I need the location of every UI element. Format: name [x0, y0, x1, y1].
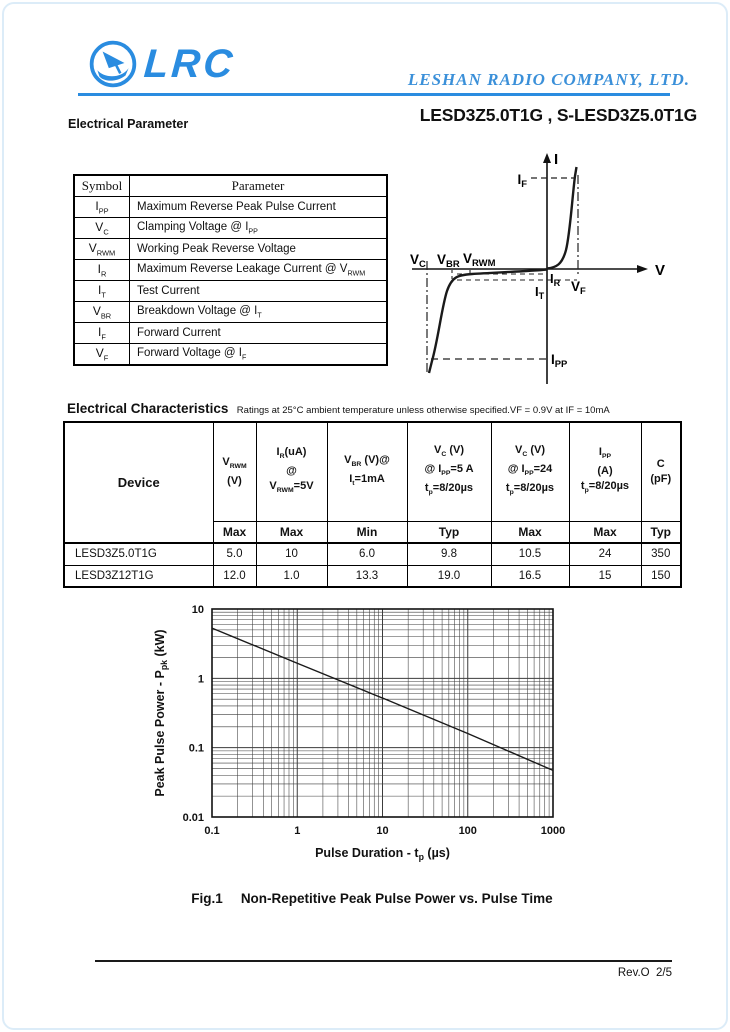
table-row — [74, 302, 387, 323]
device-data-row — [64, 565, 681, 587]
x-tick-label: 100 — [458, 825, 477, 837]
characteristics-table — [63, 421, 682, 588]
parameter-cell: Maximum Reverse Leakage Current @ $V_{RWM}$ — [130, 260, 388, 281]
parameter-cell: Maximum Reverse Peak Pulse Current — [130, 197, 388, 218]
ir-column-header: $I_R(uA)$ @ $V_{RWM}=5V$ — [256, 422, 327, 521]
symbol-cell: $I_F$ — [74, 323, 130, 344]
device-data-row — [64, 543, 681, 565]
parameter-cell: Forward Current — [130, 323, 388, 344]
value-cell: 10 — [256, 543, 327, 565]
parameter-cell: Working Peak Reverse Voltage — [130, 239, 388, 260]
pulse-power-chart-svg — [140, 592, 600, 877]
parameter-cell: Clamping Voltage @ $I_{PP}$ — [130, 218, 388, 239]
figure-title: Non-Repetitive Peak Pulse Power vs. Pulse Time — [240, 891, 553, 906]
v-axis-arrow — [637, 265, 648, 273]
table-row — [74, 260, 387, 281]
table-row — [74, 323, 387, 344]
vrwm-label: $V_{RWM}$ — [463, 251, 496, 269]
value-cell: 13.3 — [327, 565, 407, 587]
i-axis-label: I — [554, 151, 559, 168]
revision-label: Rev.O 2/5 — [617, 967, 672, 979]
it-label: $I_T$ — [535, 284, 545, 301]
logo-text: LRC — [142, 41, 237, 86]
characteristics-heading — [67, 400, 610, 418]
symbol-cell: $I_T$ — [74, 281, 130, 302]
lrc-logo-icon — [88, 38, 138, 90]
symbol-column-header: Symbol — [74, 175, 130, 197]
if-label: $I_F$ — [517, 172, 527, 190]
symbol-cell: $V_F$ — [74, 344, 130, 366]
vbr-label: $V_{BR}$ — [437, 252, 460, 270]
device-name-cell: LESD3Z5.0T1G — [64, 543, 213, 565]
value-cell: 15 — [569, 565, 641, 587]
y-tick-label: 0.1 — [188, 742, 204, 755]
vc1-column-header: $V_C$ (V) @ $I_{PP}=5$ A $t_p=8/20\mu s$ — [407, 422, 491, 521]
value-cell: 16.5 — [491, 565, 569, 587]
symbol-parameter-table — [73, 174, 388, 366]
header-rule — [78, 93, 670, 96]
figure-caption — [63, 891, 681, 906]
x-tick-label: 1 — [294, 825, 301, 837]
value-cell: 150 — [641, 565, 681, 587]
lrc-logo — [88, 38, 235, 90]
symbol-cell: $V_C$ — [74, 218, 130, 239]
qualifier-cell: Max — [213, 521, 256, 543]
ir-label: $I_R$ — [550, 271, 561, 288]
value-cell: 1.0 — [256, 565, 327, 587]
y-tick-label: 0.01 — [182, 812, 204, 824]
parameter-cell: Test Current — [130, 281, 388, 302]
characteristics-title: Electrical Characteristics — [67, 401, 229, 416]
company-name: LESHAN RADIO COMPANY, LTD. — [407, 70, 690, 89]
i-axis-arrow — [543, 153, 551, 163]
vbr-column-header: $V_{BR}$ (V)@ $I_t=1mA$ — [327, 422, 407, 521]
symbol-cell: $I_R$ — [74, 260, 130, 281]
qualifier-cell: Min — [327, 521, 407, 543]
figure-number: Fig.1 — [191, 891, 223, 906]
value-cell: 19.0 — [407, 565, 491, 587]
x-tick-label: 0.1 — [204, 825, 220, 837]
parameter-cell: Forward Voltage @ $I_F$ — [130, 344, 388, 366]
parameter-cell: Breakdown Voltage @ $I_T$ — [130, 302, 388, 323]
vc-label: $V_C$ — [410, 252, 426, 270]
footer-rule — [95, 960, 672, 962]
device-name-cell: LESD3Z12T1G — [64, 565, 213, 587]
y-tick-label: 1 — [197, 673, 204, 686]
symbol-cell: $V_{RWM}$ — [74, 239, 130, 260]
x-tick-label: 1000 — [540, 825, 566, 837]
value-cell: 350 — [641, 543, 681, 565]
x-tick-label: 10 — [376, 825, 389, 837]
qualifier-cell: Typ — [641, 521, 681, 543]
vc2-column-header: $V_C$ (V) @ $I_{PP}=24$ $t_p=8/20\mu s$ — [491, 422, 569, 521]
y-tick-label: 10 — [191, 604, 204, 616]
diode-iv-curve-diagram — [400, 148, 700, 392]
value-cell: 9.8 — [407, 543, 491, 565]
parameter-column-header: Parameter — [130, 175, 388, 197]
characteristics-header-row — [64, 422, 681, 521]
device-column-header: Device — [64, 422, 213, 543]
pulse-power-chart — [140, 592, 600, 882]
section-title: Electrical Parameter — [68, 117, 189, 131]
qualifier-cell: Max — [256, 521, 327, 543]
value-cell: 6.0 — [327, 543, 407, 565]
ipp-label: $I_{PP}$ — [551, 352, 568, 370]
c-column-header: C (pF) — [641, 422, 681, 521]
table-row — [74, 281, 387, 302]
table-row — [74, 344, 387, 366]
qualifier-cell: Max — [491, 521, 569, 543]
table-row — [74, 197, 387, 218]
table-row — [74, 239, 387, 260]
ipp-column-header: $I_{PP}$ (A) $t_p=8/20\mu s$ — [569, 422, 641, 521]
value-cell: 10.5 — [491, 543, 569, 565]
value-cell: 12.0 — [213, 565, 256, 587]
value-cell: 5.0 — [213, 543, 256, 565]
characteristics-note: Ratings at 25°C ambient temperature unless otherwise specified.VF = 0.9V at IF = 10mA — [236, 405, 610, 416]
v-axis-label: V — [655, 262, 666, 279]
value-cell: 24 — [569, 543, 641, 565]
y-axis-label: Peak Pulse Power - $P_{pk}$ (kW) — [153, 629, 169, 797]
vrwm-column-header: $V_{RWM}$ (V) — [213, 422, 256, 521]
symbol-cell: $V_{BR}$ — [74, 302, 130, 323]
table-header-row — [74, 175, 387, 197]
table-row — [74, 218, 387, 239]
qualifier-cell: Max — [569, 521, 641, 543]
symbol-cell: $I_{PP}$ — [74, 197, 130, 218]
vf-label: $V_F$ — [571, 279, 586, 297]
x-axis-label: Pulse Duration - $t_p$ (µs) — [315, 846, 450, 862]
part-numbers: LESD3Z5.0T1G , S-LESD3Z5.0T1G — [419, 105, 697, 125]
qualifier-cell: Typ — [407, 521, 491, 543]
